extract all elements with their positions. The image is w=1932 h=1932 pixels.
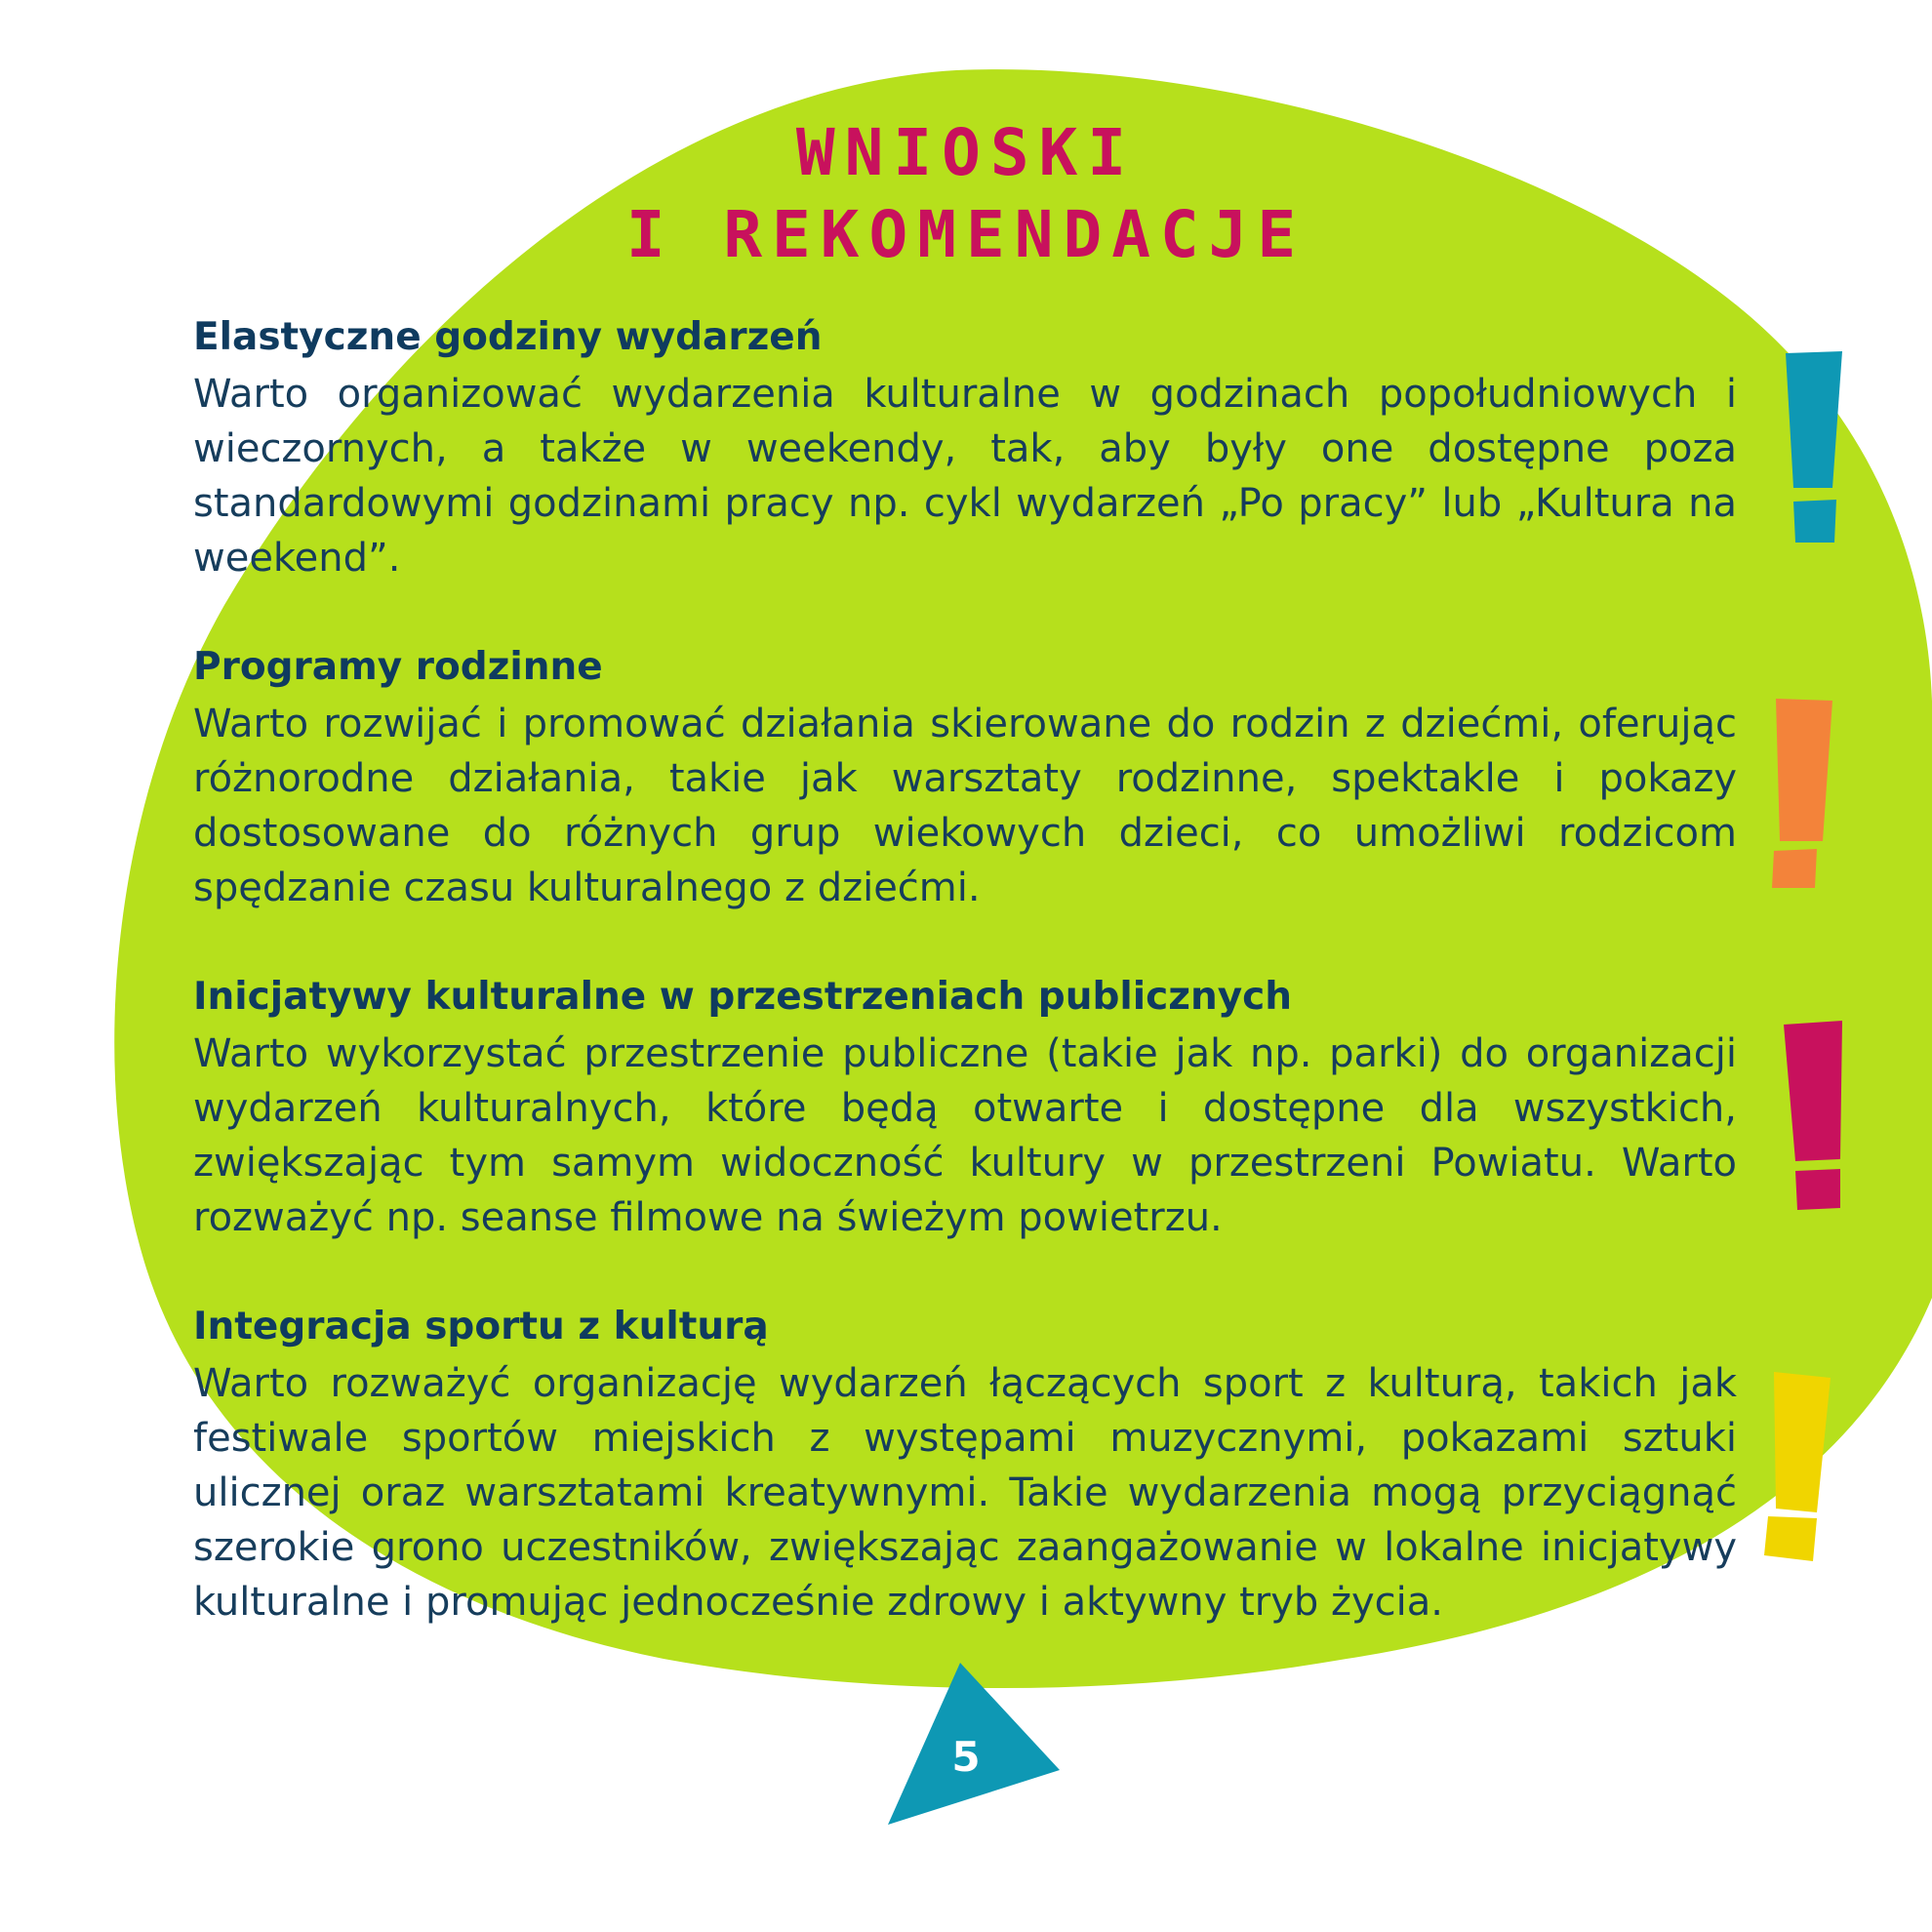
- exclamation-blue-icon: [1782, 351, 1850, 546]
- section-body: Warto rozważyć organizację wydarzeń łączących sport z kulturą, takich jak festiwale sportów miejskich z występami muzycznymi, pokazami sztuki ulicznej oraz warsztatami kreatywnymi. Takie wydarzenia mogą przyciągnąć szerokie grono uczestników, zwiększając zaangażowanie w lokalne inicjatywy kulturalne i promując jednocześnie zdrowy i aktywny tryb życia.: [193, 1361, 1737, 1625]
- section-heading: Programy rodzinne: [193, 645, 603, 689]
- exclamation-magenta-icon: [1782, 1019, 1850, 1214]
- exclamation-yellow-icon: [1762, 1370, 1831, 1565]
- section-heading: Inicjatywy kulturalne w przestrzeniach publicznych: [193, 975, 1293, 1019]
- section-body: Warto rozwijać i promować działania skierowane do rodzin z dziećmi, oferując różnorodne działania, takie jak warsztaty rodzinne, spektakle i pokazy dostosowane do różnych grup wiekowych dzieci, co umożliwi rodzicom spędzanie czasu kulturalnego z dziećmi.: [193, 702, 1737, 910]
- section-body: Warto organizować wydarzenia kulturalne w godzinach popołudniowych i wieczornych, a także w weekendy, tak, aby były one dostępne poza standardowymi godzinami pracy np. cykl wydarzeń „Po pracy” lub „Kultura na weekend”.: [193, 372, 1737, 581]
- page-number: 5: [951, 1733, 981, 1781]
- section-heading: Elastyczne godziny wydarzeń: [193, 315, 823, 359]
- section-sport-culture: [193, 1302, 1737, 1630]
- title-line-2: I REKOMENDACJE: [625, 197, 1307, 272]
- recommendations-list: [193, 312, 1737, 1686]
- section-body: Warto wykorzystać przestrzenie publiczne (takie jak np. parki) do organizacji wydarzeń kulturalnych, które będą otwarte i dostępne dla wszystkich, zwiększając tym samym widoczność kultury w przestrzeni Powiatu. Warto rozważyć np. seanse filmowe na świeżym powietrzu.: [193, 1031, 1737, 1240]
- section-flexible-hours: [193, 312, 1737, 585]
- section-public-spaces: [193, 972, 1737, 1245]
- title-line-1: WNIOSKI: [795, 115, 1137, 190]
- exclamation-orange-icon: [1768, 699, 1836, 894]
- section-heading: Integracja sportu z kulturą: [193, 1305, 769, 1348]
- section-family-programs: [193, 642, 1737, 915]
